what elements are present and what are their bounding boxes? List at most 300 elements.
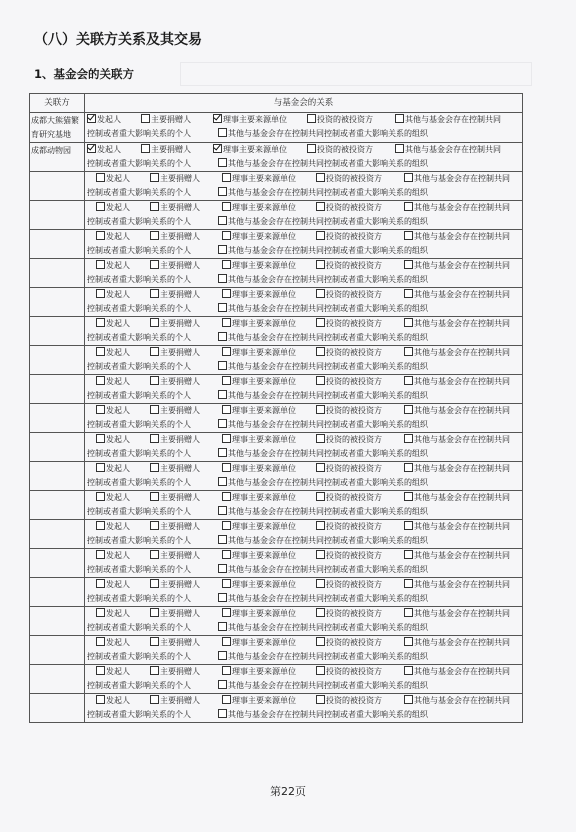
option-label-director_source: 理事主要来源单位: [232, 406, 296, 415]
option-label-other_org: 其他与基金会存在控制共同: [414, 348, 510, 357]
checkbox-other_org[interactable]: [404, 637, 413, 646]
party-name: [30, 230, 85, 259]
party-name: [30, 172, 85, 201]
checkbox-investee[interactable]: [316, 521, 325, 530]
checkbox-director_source[interactable]: [213, 144, 222, 153]
table-row: [30, 433, 523, 462]
relation-line-1: [87, 404, 522, 418]
option-label-investee: 投资的被投资方: [317, 145, 373, 154]
option-label-founder: 发起人: [106, 580, 130, 589]
option-label-donor: 主要捐赠人: [160, 348, 200, 357]
option-label-other_org: 其他与基金会存在控制共同: [414, 406, 510, 415]
checkbox-founder[interactable]: [96, 376, 105, 385]
option-label-donor: 主要捐赠人: [160, 435, 200, 444]
relation-line-1: [87, 520, 522, 534]
relation-line-2: [87, 360, 522, 374]
checkbox-director_source[interactable]: [222, 318, 231, 327]
option-label-director_source: 理事主要来源单位: [232, 609, 296, 618]
checkbox-investee[interactable]: [316, 260, 325, 269]
option-label-founder: 发起人: [106, 638, 130, 647]
checkbox-other_org[interactable]: [404, 405, 413, 414]
option-label-donor: 主要捐赠人: [160, 377, 200, 386]
checkbox-director_source[interactable]: [222, 347, 231, 356]
option-label-founder: 发起人: [106, 522, 130, 531]
checkbox-other_person[interactable]: [218, 390, 227, 399]
relation-cell: [85, 172, 523, 201]
checkbox-donor[interactable]: [141, 144, 150, 153]
option-label-other_org_suffix: 控制或者重大影响关系的个人: [87, 129, 191, 138]
option-label-other_org: 其他与基金会存在控制共同: [414, 609, 510, 618]
option-label-founder: 发起人: [106, 174, 130, 183]
checkbox-other_person[interactable]: [218, 274, 227, 283]
option-label-donor: 主要捐赠人: [160, 319, 200, 328]
checkbox-director_source[interactable]: [222, 637, 231, 646]
checkbox-director_source[interactable]: [222, 521, 231, 530]
relation-line-1: [87, 143, 522, 157]
table-row: [30, 404, 523, 433]
checkbox-other_person[interactable]: [218, 448, 227, 457]
option-label-other_person: 其他与基金会存在控制共同控制或者重大影响关系的组织: [228, 129, 428, 138]
option-label-investee: 投资的被投资方: [326, 638, 382, 647]
relation-line-1: [87, 462, 522, 476]
checkbox-other_org[interactable]: [395, 144, 404, 153]
checkbox-director_source[interactable]: [213, 114, 222, 123]
option-label-other_person: 其他与基金会存在控制共同控制或者重大影响关系的组织: [228, 449, 428, 458]
checkbox-other_person[interactable]: [218, 361, 227, 370]
option-label-director_source: 理事主要来源单位: [232, 522, 296, 531]
relation-cell: [85, 143, 523, 172]
checkbox-director_source[interactable]: [222, 608, 231, 617]
option-label-other_org_suffix: 控制或者重大影响关系的个人: [87, 449, 191, 458]
checkbox-donor[interactable]: [150, 231, 159, 240]
option-label-other_org: 其他与基金会存在控制共同: [414, 464, 510, 473]
checkbox-other_person[interactable]: [218, 332, 227, 341]
relation-line-2: [87, 273, 522, 287]
checkbox-investee[interactable]: [316, 550, 325, 559]
relation-line-2: [87, 650, 522, 664]
checkbox-director_source[interactable]: [222, 579, 231, 588]
option-label-donor: 主要捐赠人: [160, 667, 200, 676]
option-label-investee: 投资的被投资方: [326, 667, 382, 676]
header-relation: 与基金会的关系: [85, 94, 523, 113]
checkbox-other_person[interactable]: [218, 245, 227, 254]
option-label-other_org: 其他与基金会存在控制共同: [405, 115, 501, 124]
checkbox-other_person[interactable]: [218, 303, 227, 312]
option-label-other_person: 其他与基金会存在控制共同控制或者重大影响关系的组织: [228, 594, 428, 603]
option-label-other_person: 其他与基金会存在控制共同控制或者重大影响关系的组织: [228, 391, 428, 400]
relation-cell: [85, 636, 523, 665]
checkbox-investee[interactable]: [316, 173, 325, 182]
checkbox-other_person[interactable]: [218, 680, 227, 689]
checkbox-founder[interactable]: [96, 637, 105, 646]
relation-line-2: [87, 505, 522, 519]
relation-cell: [85, 549, 523, 578]
option-label-founder: 发起人: [106, 290, 130, 299]
table-row: [30, 549, 523, 578]
table-row: [30, 259, 523, 288]
checkbox-investee[interactable]: [316, 405, 325, 414]
table-row: [30, 230, 523, 259]
relation-line-2: [87, 534, 522, 548]
checkbox-investee[interactable]: [307, 144, 316, 153]
checkbox-investee[interactable]: [316, 637, 325, 646]
checkbox-director_source[interactable]: [222, 376, 231, 385]
party-name: [30, 665, 85, 694]
subsection-title: 1、基金会的关联方: [34, 67, 135, 81]
checkbox-director_source[interactable]: [222, 231, 231, 240]
option-label-investee: 投资的被投资方: [326, 290, 382, 299]
relation-line-2: [87, 302, 522, 316]
checkbox-other_org[interactable]: [404, 666, 413, 675]
table-row: [30, 346, 523, 375]
checkbox-investee[interactable]: [316, 695, 325, 704]
checkbox-other_org[interactable]: [404, 608, 413, 617]
option-label-other_person: 其他与基金会存在控制共同控制或者重大影响关系的组织: [228, 420, 428, 429]
checkbox-director_source[interactable]: [222, 202, 231, 211]
option-label-other_org_suffix: 控制或者重大影响关系的个人: [87, 681, 191, 690]
option-label-donor: 主要捐赠人: [160, 696, 200, 705]
option-label-donor: 主要捐赠人: [160, 290, 200, 299]
option-label-director_source: 理事主要来源单位: [232, 232, 296, 241]
checkbox-founder[interactable]: [96, 318, 105, 327]
checkbox-other_org[interactable]: [404, 260, 413, 269]
checkbox-donor[interactable]: [150, 666, 159, 675]
checkbox-founder[interactable]: [96, 579, 105, 588]
checkbox-other_org[interactable]: [404, 579, 413, 588]
section-title: （八）关联方关系及其交易: [34, 32, 202, 48]
page-number: 第22页: [270, 785, 306, 798]
option-label-founder: 发起人: [106, 232, 130, 241]
option-label-director_source: 理事主要来源单位: [232, 348, 296, 357]
checkbox-donor[interactable]: [150, 347, 159, 356]
checkbox-founder[interactable]: [96, 695, 105, 704]
checkbox-donor[interactable]: [150, 376, 159, 385]
option-label-investee: 投资的被投资方: [326, 522, 382, 531]
relation-cell: [85, 288, 523, 317]
party-name: [30, 520, 85, 549]
table-row: [30, 636, 523, 665]
checkbox-investee[interactable]: [316, 608, 325, 617]
checkbox-donor[interactable]: [150, 579, 159, 588]
relation-line-1: [87, 113, 522, 127]
checkbox-founder[interactable]: [87, 144, 96, 153]
relation-cell: [85, 317, 523, 346]
relation-line-2: [87, 127, 522, 141]
checkbox-other_org[interactable]: [404, 318, 413, 327]
table-body: [30, 113, 523, 723]
checkbox-donor[interactable]: [141, 114, 150, 123]
checkbox-investee[interactable]: [316, 463, 325, 472]
checkbox-other_person[interactable]: [218, 622, 227, 631]
checkbox-other_org[interactable]: [404, 173, 413, 182]
checkbox-director_source[interactable]: [222, 405, 231, 414]
checkbox-founder[interactable]: [96, 289, 105, 298]
option-label-donor: 主要捐赠人: [160, 638, 200, 647]
checkbox-founder[interactable]: [96, 521, 105, 530]
party-name: [30, 491, 85, 520]
checkbox-director_source[interactable]: [222, 173, 231, 182]
checkbox-investee[interactable]: [316, 434, 325, 443]
checkbox-donor[interactable]: [150, 521, 159, 530]
checkbox-donor[interactable]: [150, 695, 159, 704]
option-label-donor: 主要捐赠人: [160, 551, 200, 560]
checkbox-founder[interactable]: [96, 260, 105, 269]
relation-cell: [85, 346, 523, 375]
party-name: [30, 694, 85, 723]
option-label-director_source: 理事主要来源单位: [232, 261, 296, 270]
checkbox-director_source[interactable]: [222, 463, 231, 472]
checkbox-investee[interactable]: [316, 318, 325, 327]
option-label-director_source: 理事主要来源单位: [232, 667, 296, 676]
option-label-investee: 投资的被投资方: [317, 115, 373, 124]
checkbox-director_source[interactable]: [222, 434, 231, 443]
option-label-founder: 发起人: [106, 348, 130, 357]
checkbox-other_person[interactable]: [218, 506, 227, 515]
checkbox-director_source[interactable]: [222, 550, 231, 559]
checkbox-director_source[interactable]: [222, 260, 231, 269]
checkbox-donor[interactable]: [150, 260, 159, 269]
option-label-other_person: 其他与基金会存在控制共同控制或者重大影响关系的组织: [228, 304, 428, 313]
option-label-other_org: 其他与基金会存在控制共同: [405, 145, 501, 154]
option-label-director_source: 理事主要来源单位: [232, 551, 296, 560]
option-label-investee: 投资的被投资方: [326, 406, 382, 415]
option-label-director_source: 理事主要来源单位: [232, 174, 296, 183]
table-row: [30, 665, 523, 694]
relation-line-1: [87, 636, 522, 650]
table-row: [30, 462, 523, 491]
checkbox-other_person[interactable]: [218, 128, 227, 137]
checkbox-donor[interactable]: [150, 289, 159, 298]
table-row: [30, 578, 523, 607]
option-label-investee: 投资的被投资方: [326, 696, 382, 705]
relation-line-1: [87, 549, 522, 563]
checkbox-other_org[interactable]: [404, 463, 413, 472]
checkbox-investee[interactable]: [316, 231, 325, 240]
party-name: [30, 259, 85, 288]
option-label-other_org: 其他与基金会存在控制共同: [414, 667, 510, 676]
relation-line-2: [87, 708, 522, 722]
option-label-director_source: 理事主要来源单位: [232, 638, 296, 647]
checkbox-donor[interactable]: [150, 637, 159, 646]
checkbox-founder[interactable]: [96, 231, 105, 240]
table-row: [30, 143, 523, 172]
option-label-founder: 发起人: [106, 377, 130, 386]
checkbox-other_person[interactable]: [218, 564, 227, 573]
relation-line-1: [87, 433, 522, 447]
option-label-founder: 发起人: [106, 406, 130, 415]
checkbox-other_org[interactable]: [404, 550, 413, 559]
relation-line-1: [87, 607, 522, 621]
option-label-other_org: 其他与基金会存在控制共同: [414, 203, 510, 212]
table-row: [30, 201, 523, 230]
party-name: [30, 607, 85, 636]
checkbox-founder[interactable]: [96, 550, 105, 559]
checkbox-investee[interactable]: [307, 114, 316, 123]
option-label-investee: 投资的被投资方: [326, 174, 382, 183]
option-label-investee: 投资的被投资方: [326, 435, 382, 444]
relation-line-2: [87, 331, 522, 345]
option-label-director_source: 理事主要来源单位: [232, 435, 296, 444]
checkbox-director_source[interactable]: [222, 289, 231, 298]
checkbox-founder[interactable]: [96, 405, 105, 414]
option-label-other_org_suffix: 控制或者重大影响关系的个人: [87, 188, 191, 197]
relation-cell: [85, 694, 523, 723]
table-header-row: [30, 94, 523, 113]
option-label-donor: 主要捐赠人: [151, 145, 191, 154]
option-label-other_org: 其他与基金会存在控制共同: [414, 522, 510, 531]
option-label-donor: 主要捐赠人: [160, 580, 200, 589]
option-label-other_org_suffix: 控制或者重大影响关系的个人: [87, 594, 191, 603]
relation-cell: [85, 375, 523, 404]
option-label-investee: 投资的被投资方: [326, 493, 382, 502]
relation-cell: [85, 113, 523, 143]
option-label-other_person: 其他与基金会存在控制共同控制或者重大影响关系的组织: [228, 565, 428, 574]
table-row: [30, 288, 523, 317]
checkbox-director_source[interactable]: [222, 492, 231, 501]
checkbox-other_org[interactable]: [404, 289, 413, 298]
party-name: [30, 462, 85, 491]
checkbox-other_org[interactable]: [404, 521, 413, 530]
option-label-director_source: 理事主要来源单位: [223, 115, 287, 124]
option-label-other_org: 其他与基金会存在控制共同: [414, 377, 510, 386]
checkbox-investee[interactable]: [316, 289, 325, 298]
checkbox-investee[interactable]: [316, 202, 325, 211]
option-label-investee: 投资的被投资方: [326, 377, 382, 386]
option-label-investee: 投资的被投资方: [326, 319, 382, 328]
option-label-founder: 发起人: [106, 203, 130, 212]
relation-line-1: [87, 491, 522, 505]
option-label-other_org_suffix: 控制或者重大影响关系的个人: [87, 217, 191, 226]
option-label-other_org: 其他与基金会存在控制共同: [414, 696, 510, 705]
relation-cell: [85, 665, 523, 694]
checkbox-other_person[interactable]: [218, 593, 227, 602]
checkbox-founder[interactable]: [96, 666, 105, 675]
checkbox-investee[interactable]: [316, 347, 325, 356]
party-name: [30, 433, 85, 462]
checkbox-director_source[interactable]: [222, 695, 231, 704]
checkbox-other_person[interactable]: [218, 158, 227, 167]
checkbox-donor[interactable]: [150, 463, 159, 472]
relation-line-1: [87, 346, 522, 360]
checkbox-other_person[interactable]: [218, 709, 227, 718]
option-label-other_org: 其他与基金会存在控制共同: [414, 290, 510, 299]
checkbox-founder[interactable]: [96, 173, 105, 182]
checkbox-donor[interactable]: [150, 173, 159, 182]
checkbox-donor[interactable]: [150, 550, 159, 559]
option-label-founder: 发起人: [106, 667, 130, 676]
checkbox-other_org[interactable]: [404, 376, 413, 385]
checkbox-donor[interactable]: [150, 405, 159, 414]
option-label-other_org: 其他与基金会存在控制共同: [414, 261, 510, 270]
checkbox-founder[interactable]: [96, 434, 105, 443]
checkbox-founder[interactable]: [96, 463, 105, 472]
option-label-investee: 投资的被投资方: [326, 551, 382, 560]
checkbox-donor[interactable]: [150, 434, 159, 443]
option-label-other_org: 其他与基金会存在控制共同: [414, 551, 510, 560]
checkbox-other_org[interactable]: [404, 202, 413, 211]
option-label-director_source: 理事主要来源单位: [232, 319, 296, 328]
option-label-other_org: 其他与基金会存在控制共同: [414, 232, 510, 241]
option-label-other_org_suffix: 控制或者重大影响关系的个人: [87, 420, 191, 429]
relation-line-1: [87, 259, 522, 273]
option-label-investee: 投资的被投资方: [326, 261, 382, 270]
relation-line-2: [87, 476, 522, 490]
checkbox-other_person[interactable]: [218, 216, 227, 225]
checkbox-other_org[interactable]: [404, 492, 413, 501]
relation-line-2: [87, 389, 522, 403]
option-label-founder: 发起人: [106, 696, 130, 705]
relation-line-1: [87, 578, 522, 592]
checkbox-other_org[interactable]: [404, 434, 413, 443]
party-name: [30, 317, 85, 346]
checkbox-founder[interactable]: [87, 114, 96, 123]
option-label-other_org: 其他与基金会存在控制共同: [414, 319, 510, 328]
party-name: 成都动物园: [30, 143, 85, 172]
party-name: [30, 404, 85, 433]
party-name: 成都大熊猫繁育研究基地: [30, 113, 85, 143]
option-label-other_person: 其他与基金会存在控制共同控制或者重大影响关系的组织: [228, 217, 428, 226]
option-label-investee: 投资的被投资方: [326, 609, 382, 618]
checkbox-other_person[interactable]: [218, 535, 227, 544]
checkbox-other_person[interactable]: [218, 651, 227, 660]
option-label-donor: 主要捐赠人: [160, 493, 200, 502]
checkbox-investee[interactable]: [316, 666, 325, 675]
checkbox-other_person[interactable]: [218, 419, 227, 428]
relation-cell: [85, 201, 523, 230]
option-label-investee: 投资的被投资方: [326, 464, 382, 473]
relation-line-2: [87, 563, 522, 577]
option-label-donor: 主要捐赠人: [160, 406, 200, 415]
table-row: [30, 491, 523, 520]
checkbox-investee[interactable]: [316, 579, 325, 588]
checkbox-donor[interactable]: [150, 202, 159, 211]
checkbox-founder[interactable]: [96, 202, 105, 211]
relation-line-1: [87, 288, 522, 302]
relation-line-2: [87, 592, 522, 606]
checkbox-other_person[interactable]: [218, 187, 227, 196]
checkbox-other_org[interactable]: [395, 114, 404, 123]
checkbox-investee[interactable]: [316, 376, 325, 385]
option-label-other_person: 其他与基金会存在控制共同控制或者重大影响关系的组织: [228, 478, 428, 487]
option-label-other_person: 其他与基金会存在控制共同控制或者重大影响关系的组织: [228, 188, 428, 197]
checkbox-donor[interactable]: [150, 318, 159, 327]
checkbox-donor[interactable]: [150, 608, 159, 617]
checkbox-other_org[interactable]: [404, 695, 413, 704]
option-label-director_source: 理事主要来源单位: [232, 203, 296, 212]
checkbox-other_org[interactable]: [404, 231, 413, 240]
option-label-founder: 发起人: [106, 319, 130, 328]
checkbox-investee[interactable]: [316, 492, 325, 501]
option-label-founder: 发起人: [106, 551, 130, 560]
checkbox-founder[interactable]: [96, 347, 105, 356]
checkbox-other_person[interactable]: [218, 477, 227, 486]
option-label-donor: 主要捐赠人: [160, 232, 200, 241]
checkbox-founder[interactable]: [96, 492, 105, 501]
checkbox-donor[interactable]: [150, 492, 159, 501]
option-label-other_org_suffix: 控制或者重大影响关系的个人: [87, 623, 191, 632]
option-label-other_org: 其他与基金会存在控制共同: [414, 580, 510, 589]
checkbox-other_org[interactable]: [404, 347, 413, 356]
option-label-other_person: 其他与基金会存在控制共同控制或者重大影响关系的组织: [228, 681, 428, 690]
option-label-other_org: 其他与基金会存在控制共同: [414, 493, 510, 502]
option-label-donor: 主要捐赠人: [160, 261, 200, 270]
checkbox-director_source[interactable]: [222, 666, 231, 675]
table-row: [30, 607, 523, 636]
relation-cell: [85, 433, 523, 462]
relation-cell: [85, 230, 523, 259]
option-label-founder: 发起人: [106, 609, 130, 618]
checkbox-founder[interactable]: [96, 608, 105, 617]
